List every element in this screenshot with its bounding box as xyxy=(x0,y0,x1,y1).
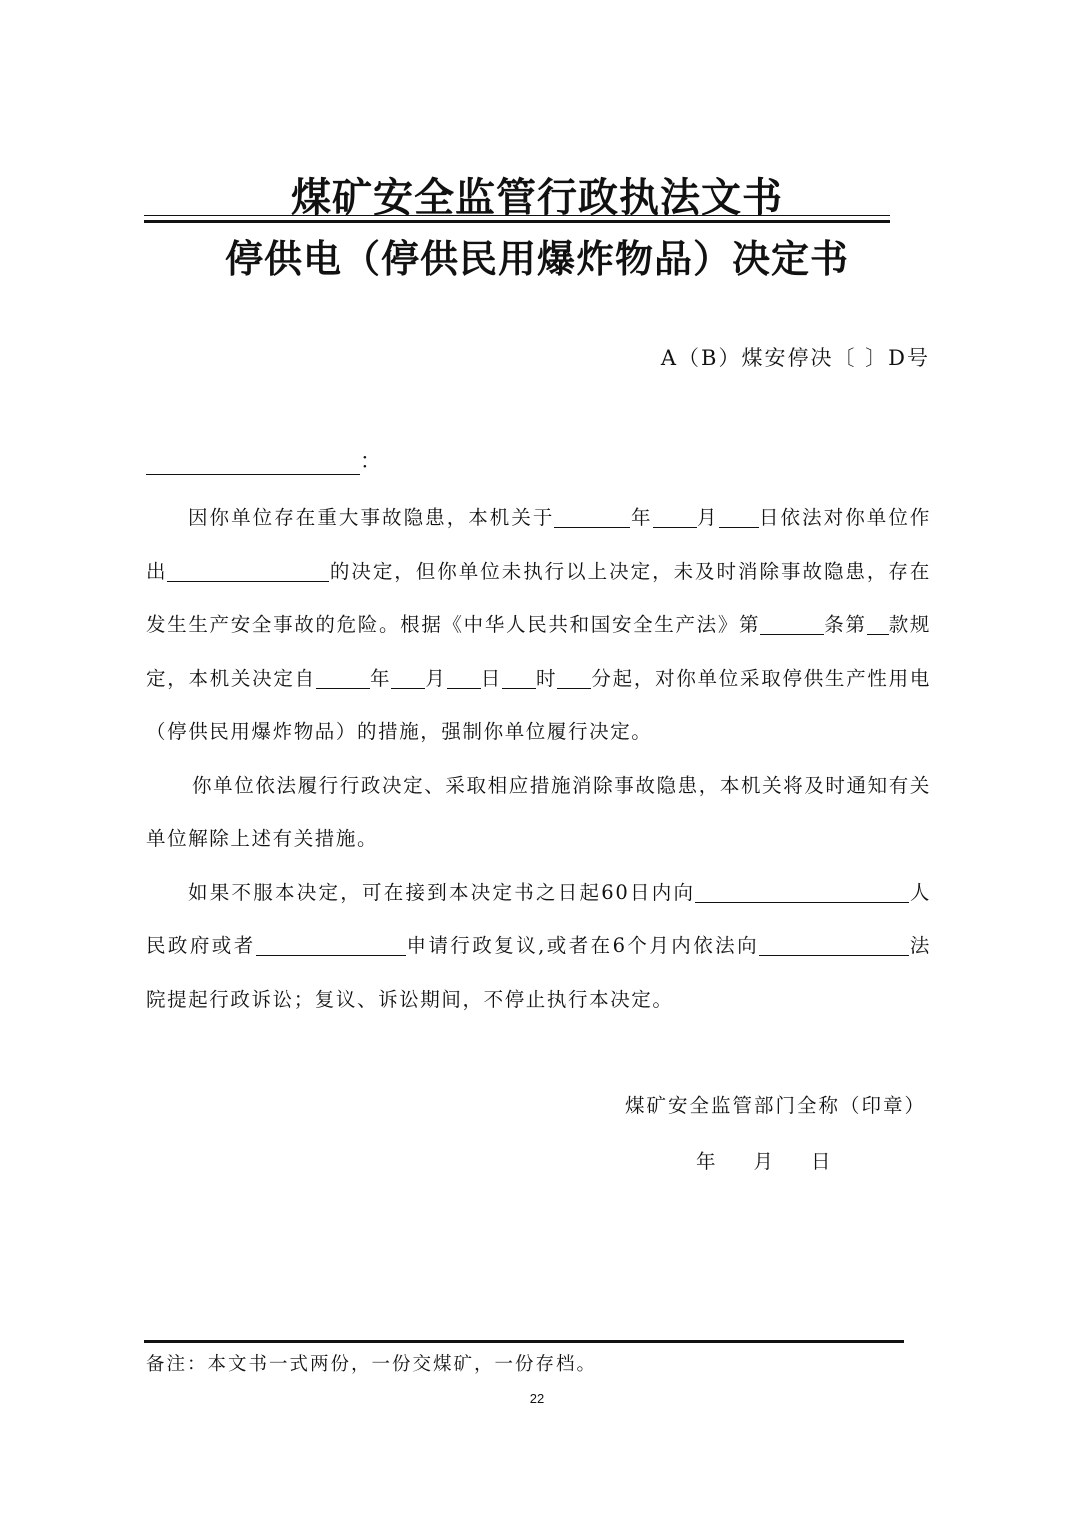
date-year: 年 xyxy=(696,1150,716,1173)
page-number: 22 xyxy=(529,1391,545,1406)
blank-article xyxy=(760,613,824,635)
blank-court xyxy=(759,934,909,956)
text-segment: 分起，对你单位采取停供生产性用电（停供民用爆炸物品）的措施，强制你单位履行决定。 xyxy=(146,666,931,743)
recipient-colon: ： xyxy=(360,449,381,473)
blank-start-day xyxy=(447,666,481,688)
title-divider-thin xyxy=(144,215,890,216)
text-segment: 时 xyxy=(535,666,558,690)
text-segment: 法院提起行政诉讼；复议、诉讼期间，不停止执行本决定。 xyxy=(146,934,931,1011)
footer-divider xyxy=(144,1340,904,1343)
text-segment: 因你单位存在重大事故隐患，本机关于 xyxy=(188,506,555,529)
date-month: 月 xyxy=(753,1150,774,1173)
blank-decision-name xyxy=(167,559,329,581)
document-body xyxy=(146,491,931,1026)
text-segment: 日依法对你单位作出 xyxy=(146,506,931,583)
text-segment: 如果不服本决定，可在接到本决定书之日起60日内向 xyxy=(188,880,696,904)
blank-review-body xyxy=(256,934,406,956)
blank-day xyxy=(719,506,759,528)
paragraph-decision xyxy=(146,491,931,759)
blank-clause xyxy=(867,613,889,635)
issuing-authority: 煤矿安全监管部门全称（印章） xyxy=(624,1094,926,1117)
text-segment: 条第 xyxy=(824,613,867,636)
issue-date xyxy=(696,1146,869,1174)
document-subtitle: 停供电（停供民用爆炸物品）决定书 xyxy=(224,237,849,281)
blank-start-year xyxy=(316,666,370,688)
blank-month xyxy=(653,506,697,528)
blank-start-minute xyxy=(557,666,591,688)
footer-note: 备注：本文书一式两份，一份交煤矿，一份存档。 xyxy=(146,1354,598,1375)
text-segment: 的决定，但你单位未执行以上决定，未及时消除事故隐患，存在发生生产安全事故的危险。根据《中华人民共和国安全生产法》第 xyxy=(146,559,931,636)
document-title: 煤矿安全监管行政执法文书 xyxy=(291,175,783,221)
text-segment: 年 xyxy=(369,666,392,690)
text-segment: 月 xyxy=(425,666,447,690)
text-segment: 日 xyxy=(480,666,502,690)
text-segment: 申请行政复议,或者在6个月内依法向 xyxy=(405,934,760,957)
blank-government xyxy=(695,880,909,902)
document-number: A（B）煤安停决〔 〕D号 xyxy=(660,346,930,370)
recipient-blank xyxy=(146,454,360,475)
paragraph-lifting: 你单位依法履行行政决定、采取相应措施消除事故隐患，本机关将及时通知有关单位解除上述有关措施。 xyxy=(146,773,931,850)
text-segment: 款规定，本机关决定自 xyxy=(146,613,931,690)
date-day: 日 xyxy=(811,1150,831,1173)
paragraph-appeal xyxy=(146,866,931,1027)
blank-start-hour xyxy=(502,666,536,688)
blank-start-month xyxy=(391,666,425,688)
text-segment: 人民政府或者 xyxy=(146,880,931,957)
text-segment: 月 xyxy=(696,506,719,529)
recipient-line xyxy=(146,445,381,473)
title-divider-thick xyxy=(144,220,890,223)
text-segment: 年 xyxy=(630,506,653,529)
blank-year xyxy=(554,506,630,528)
